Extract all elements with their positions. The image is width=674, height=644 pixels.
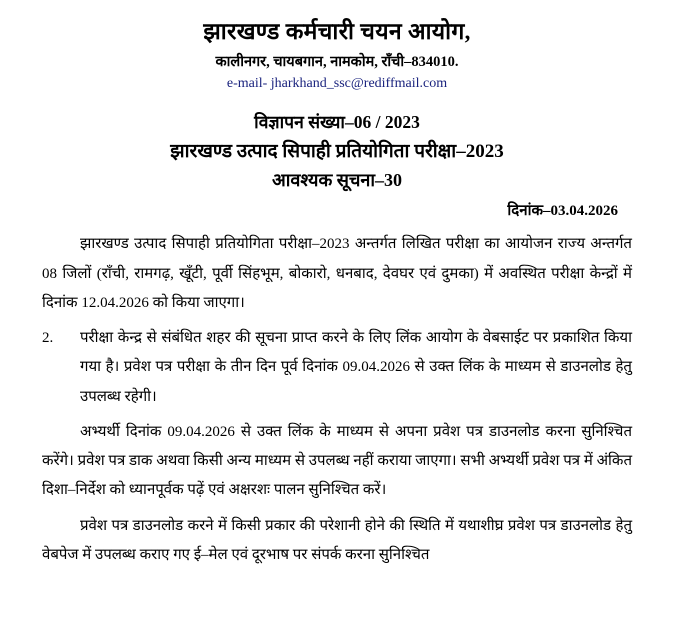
title-block: [42, 110, 632, 193]
organization-name: झारखण्ड कर्मचारी चयन आयोग,: [203, 19, 471, 44]
paragraph-2-number: 2.: [42, 330, 54, 347]
organization-email-link[interactable]: e-mail- jharkhand_ssc@rediffmail.com: [226, 76, 448, 92]
document-body: [42, 230, 632, 570]
paragraph-1: झारखण्ड उत्पाद सिपाही प्रतियोगिता परीक्षा–2023 अन्तर्गत लिखित परीक्षा का आयोजन राज्य अन्तर्गत 08 जिलों (राँची, रामगढ़, खूँटी, पूर्वी सिंहभूम, बोकारो, धनबाद, देवघर एवं दुमका) में अवस्थित परीक्षा केन्द्रों में दिनांक 12.04.2026 को किया जाएगा।: [42, 236, 632, 311]
notice-date: दिनांक–03.04.2026: [507, 203, 618, 220]
paragraph-3: अभ्यर्थी दिनांक 09.04.2026 से उक्त लिंक के माध्यम से अपना प्रवेश पत्र डाउनलोड करना सुनिश्चित करेंगे। प्रवेश पत्र डाक अथवा किसी अन्य माध्यम से उपलब्ध नहीं कराया जाएगा। सभी अभ्यर्थी प्रवेश पत्र में अंकित दिशा–निर्देश को ध्यानपूर्वक पढ़ें एवं अक्षरशः पालन सुनिश्चित करें।: [42, 423, 632, 499]
examination-title: झारखण्ड उत्पाद सिपाही प्रतियोगिता परीक्षा–2023: [170, 140, 504, 162]
paragraph-2-text: परीक्षा केन्द्र से संबंधित शहर की सूचना प्राप्त करने के लिए लिंक आयोग के वेबसाईट पर प्रकाशित किया गया है। प्रवेश पत्र परीक्षा के तीन दिन पूर्व दिनांक 09.04.2026 से उक्त लिंक के माध्यम से डाउनलोड हेतु उपलब्ध रहेगी।: [80, 330, 632, 405]
notice-number: आवश्यक सूचना–30: [271, 170, 403, 191]
organization-address: कालीनगर, चायबगान, नामकोम, राँची–834010.: [215, 53, 459, 70]
paragraph-2: [42, 324, 632, 412]
paragraph-4: प्रवेश पत्र डाउनलोड करने में किसी प्रकार की परेशानी होने की स्थिति में यथाशीघ्र प्रवेश पत्र डाउनलोड हेतु वेबपेज में उपलब्ध कराए गए ई–मेल एवं दूरभाष पर संपर्क करना सुनिश्चित: [42, 517, 632, 563]
document-header: [42, 18, 632, 94]
advertisement-number: विज्ञापन संख्या–06 / 2023: [254, 112, 420, 133]
